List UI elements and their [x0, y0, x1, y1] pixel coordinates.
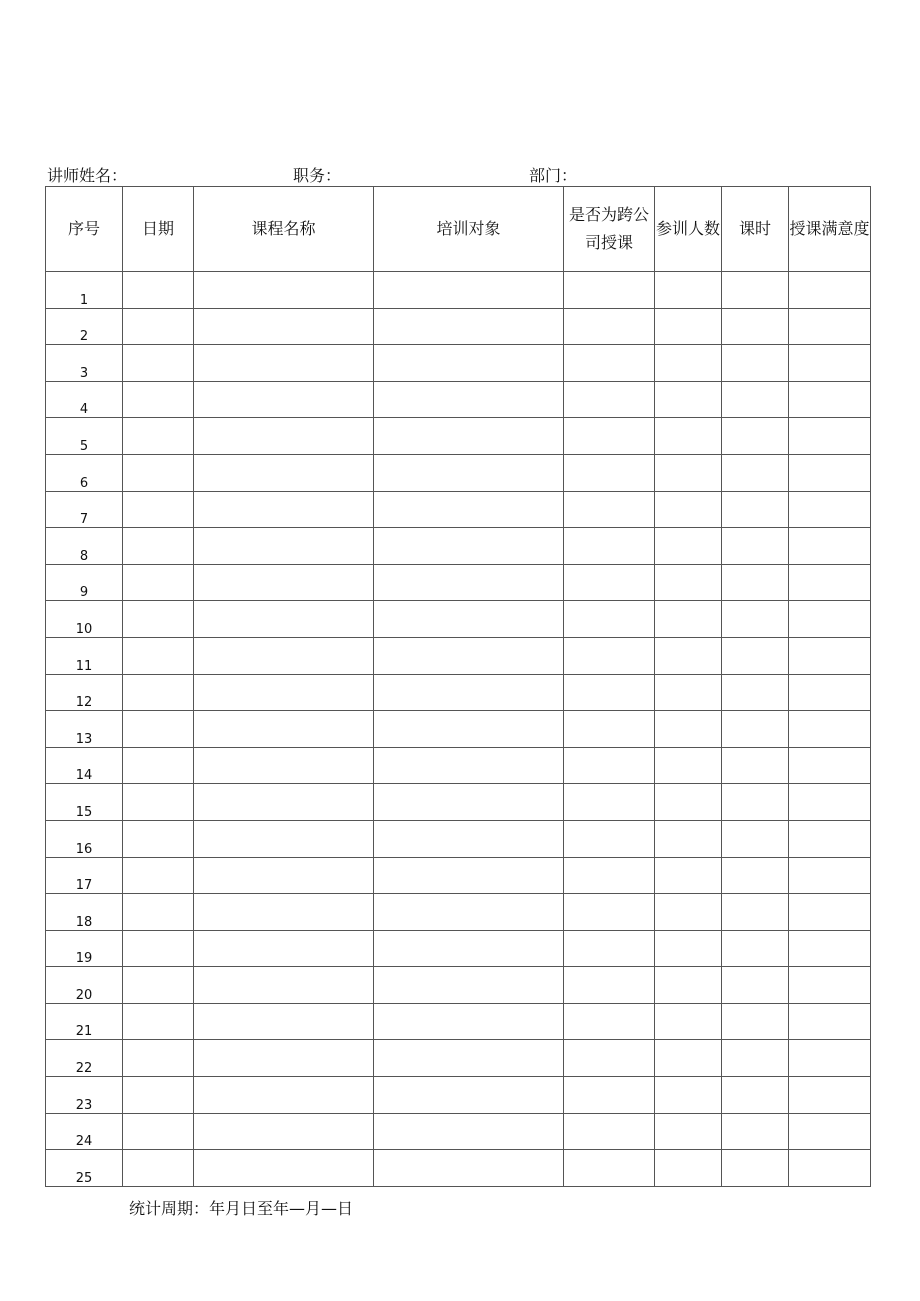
- hours-cell[interactable]: [722, 418, 789, 455]
- course-name-cell[interactable]: [194, 454, 374, 491]
- row-number: 24: [46, 1113, 123, 1150]
- satisfaction-cell[interactable]: [789, 967, 871, 1004]
- course-name-cell[interactable]: [194, 894, 374, 931]
- position-label: 职务：: [293, 166, 342, 185]
- attendees-cell[interactable]: [655, 308, 722, 345]
- attendees-cell[interactable]: [655, 381, 722, 418]
- table-row: [46, 564, 871, 601]
- course-name-cell[interactable]: [194, 601, 374, 638]
- satisfaction-cell[interactable]: [789, 747, 871, 784]
- row-number: 3: [46, 345, 123, 382]
- date-cell[interactable]: [123, 930, 194, 967]
- attendees-cell[interactable]: [655, 564, 722, 601]
- col-header-course-name: 课程名称: [194, 187, 374, 272]
- row-number: 12: [46, 674, 123, 711]
- row-number: 1: [46, 272, 123, 309]
- hours-cell[interactable]: [722, 345, 789, 382]
- date-cell[interactable]: [123, 1077, 194, 1114]
- satisfaction-cell[interactable]: [789, 674, 871, 711]
- date-cell[interactable]: [123, 1113, 194, 1150]
- date-cell[interactable]: [123, 272, 194, 309]
- hours-cell[interactable]: [722, 1040, 789, 1077]
- hours-cell[interactable]: [722, 747, 789, 784]
- attendees-cell[interactable]: [655, 454, 722, 491]
- hours-cell[interactable]: [722, 894, 789, 931]
- cross-company-cell[interactable]: [564, 454, 655, 491]
- attendees-cell[interactable]: [655, 1003, 722, 1040]
- hours-cell[interactable]: [722, 1113, 789, 1150]
- date-cell[interactable]: [123, 674, 194, 711]
- satisfaction-cell[interactable]: [789, 1003, 871, 1040]
- satisfaction-cell[interactable]: [789, 308, 871, 345]
- course-name-cell[interactable]: [194, 564, 374, 601]
- trainees-cell[interactable]: [374, 711, 564, 748]
- hours-cell[interactable]: [722, 272, 789, 309]
- attendees-cell[interactable]: [655, 272, 722, 309]
- trainees-cell[interactable]: [374, 1040, 564, 1077]
- hours-cell[interactable]: [722, 308, 789, 345]
- course-name-cell[interactable]: [194, 418, 374, 455]
- date-cell[interactable]: [123, 418, 194, 455]
- satisfaction-cell[interactable]: [789, 345, 871, 382]
- hours-cell[interactable]: [722, 930, 789, 967]
- course-name-cell[interactable]: [194, 1113, 374, 1150]
- table-row: [46, 1077, 871, 1114]
- course-name-cell[interactable]: [194, 857, 374, 894]
- attendees-cell[interactable]: [655, 711, 722, 748]
- hours-cell[interactable]: [722, 601, 789, 638]
- trainees-cell[interactable]: [374, 1150, 564, 1187]
- hours-cell[interactable]: [722, 784, 789, 821]
- col-header-trainees: 培训对象: [374, 187, 564, 272]
- cross-company-cell[interactable]: [564, 272, 655, 309]
- attendees-cell[interactable]: [655, 418, 722, 455]
- row-number: 16: [46, 820, 123, 857]
- trainees-cell[interactable]: [374, 528, 564, 565]
- row-number: 23: [46, 1077, 123, 1114]
- trainees-cell[interactable]: [374, 454, 564, 491]
- course-name-cell[interactable]: [194, 820, 374, 857]
- satisfaction-cell[interactable]: [789, 711, 871, 748]
- table-row: [46, 601, 871, 638]
- satisfaction-cell[interactable]: [789, 528, 871, 565]
- hours-cell[interactable]: [722, 381, 789, 418]
- cross-company-cell[interactable]: [564, 1077, 655, 1114]
- row-number: 22: [46, 1040, 123, 1077]
- table-row: [46, 784, 871, 821]
- table-row: [46, 1040, 871, 1077]
- trainees-cell[interactable]: [374, 308, 564, 345]
- attendees-cell[interactable]: [655, 747, 722, 784]
- trainees-cell[interactable]: [374, 1113, 564, 1150]
- cross-company-cell[interactable]: [564, 528, 655, 565]
- hours-cell[interactable]: [722, 491, 789, 528]
- satisfaction-cell[interactable]: [789, 784, 871, 821]
- satisfaction-cell[interactable]: [789, 930, 871, 967]
- date-cell[interactable]: [123, 454, 194, 491]
- trainees-cell[interactable]: [374, 1003, 564, 1040]
- course-name-cell[interactable]: [194, 967, 374, 1004]
- cross-company-cell[interactable]: [564, 637, 655, 674]
- attendees-cell[interactable]: [655, 857, 722, 894]
- hours-cell[interactable]: [722, 564, 789, 601]
- trainees-cell[interactable]: [374, 601, 564, 638]
- hours-cell[interactable]: [722, 637, 789, 674]
- trainees-cell[interactable]: [374, 564, 564, 601]
- attendees-cell[interactable]: [655, 1077, 722, 1114]
- row-number: 17: [46, 857, 123, 894]
- table-row: [46, 747, 871, 784]
- hours-cell[interactable]: [722, 1150, 789, 1187]
- cross-company-cell[interactable]: [564, 857, 655, 894]
- satisfaction-cell[interactable]: [789, 272, 871, 309]
- table-body: [46, 272, 871, 1187]
- row-number: 8: [46, 528, 123, 565]
- attendees-cell[interactable]: [655, 601, 722, 638]
- satisfaction-cell[interactable]: [789, 381, 871, 418]
- date-cell[interactable]: [123, 857, 194, 894]
- cross-company-cell[interactable]: [564, 345, 655, 382]
- trainees-cell[interactable]: [374, 930, 564, 967]
- satisfaction-cell[interactable]: [789, 491, 871, 528]
- cross-company-cell[interactable]: [564, 711, 655, 748]
- table-row: [46, 674, 871, 711]
- trainees-cell[interactable]: [374, 381, 564, 418]
- cross-company-cell[interactable]: [564, 1003, 655, 1040]
- satisfaction-cell[interactable]: [789, 637, 871, 674]
- satisfaction-cell[interactable]: [789, 1150, 871, 1187]
- hours-cell[interactable]: [722, 857, 789, 894]
- row-number: 9: [46, 564, 123, 601]
- trainees-cell[interactable]: [374, 967, 564, 1004]
- attendees-cell[interactable]: [655, 1040, 722, 1077]
- table-row: [46, 857, 871, 894]
- table-row: [46, 1113, 871, 1150]
- table-header-row: [46, 187, 871, 272]
- date-cell[interactable]: [123, 528, 194, 565]
- date-cell[interactable]: [123, 1040, 194, 1077]
- col-header-cross-company: 是否为跨公司授课: [564, 187, 655, 272]
- cross-company-cell[interactable]: [564, 784, 655, 821]
- table-row: [46, 418, 871, 455]
- col-header-hours: 课时: [722, 187, 789, 272]
- satisfaction-cell[interactable]: [789, 1113, 871, 1150]
- row-number: 25: [46, 1150, 123, 1187]
- course-name-cell[interactable]: [194, 674, 374, 711]
- department-label: 部门：: [529, 166, 578, 185]
- col-header-satisfaction: 授课满意度: [789, 187, 871, 272]
- date-cell[interactable]: [123, 894, 194, 931]
- trainees-cell[interactable]: [374, 674, 564, 711]
- hours-cell[interactable]: [722, 1003, 789, 1040]
- course-name-cell[interactable]: [194, 308, 374, 345]
- row-number: 15: [46, 784, 123, 821]
- row-number: 2: [46, 308, 123, 345]
- course-name-cell[interactable]: [194, 1003, 374, 1040]
- attendees-cell[interactable]: [655, 491, 722, 528]
- date-cell[interactable]: [123, 820, 194, 857]
- date-cell[interactable]: [123, 1003, 194, 1040]
- table-row: [46, 308, 871, 345]
- cross-company-cell[interactable]: [564, 381, 655, 418]
- row-number: 6: [46, 454, 123, 491]
- cross-company-cell[interactable]: [564, 930, 655, 967]
- statistics-period: 统计周期：年月日至年—月—日: [129, 1199, 354, 1218]
- cross-company-cell[interactable]: [564, 967, 655, 1004]
- trainees-cell[interactable]: [374, 491, 564, 528]
- col-header-seq: 序号: [46, 187, 123, 272]
- table-row: [46, 454, 871, 491]
- cross-company-cell[interactable]: [564, 820, 655, 857]
- attendees-cell[interactable]: [655, 894, 722, 931]
- date-cell[interactable]: [123, 747, 194, 784]
- date-cell[interactable]: [123, 637, 194, 674]
- satisfaction-cell[interactable]: [789, 601, 871, 638]
- course-name-cell[interactable]: [194, 272, 374, 309]
- hours-cell[interactable]: [722, 967, 789, 1004]
- table-row: [46, 930, 871, 967]
- cross-company-cell[interactable]: [564, 491, 655, 528]
- date-cell[interactable]: [123, 784, 194, 821]
- cross-company-cell[interactable]: [564, 747, 655, 784]
- trainees-cell[interactable]: [374, 820, 564, 857]
- trainees-cell[interactable]: [374, 784, 564, 821]
- attendees-cell[interactable]: [655, 1113, 722, 1150]
- satisfaction-cell[interactable]: [789, 1077, 871, 1114]
- satisfaction-cell[interactable]: [789, 564, 871, 601]
- course-name-cell[interactable]: [194, 1150, 374, 1187]
- trainees-cell[interactable]: [374, 272, 564, 309]
- table-row: [46, 491, 871, 528]
- date-cell[interactable]: [123, 601, 194, 638]
- course-name-cell[interactable]: [194, 1040, 374, 1077]
- table-row: [46, 967, 871, 1004]
- table-row: [46, 345, 871, 382]
- satisfaction-cell[interactable]: [789, 820, 871, 857]
- table-row: [46, 272, 871, 309]
- course-name-cell[interactable]: [194, 345, 374, 382]
- table-row: [46, 711, 871, 748]
- header-info-row: [47, 163, 870, 185]
- date-cell[interactable]: [123, 345, 194, 382]
- course-name-cell[interactable]: [194, 711, 374, 748]
- row-number: 21: [46, 1003, 123, 1040]
- cross-company-cell[interactable]: [564, 308, 655, 345]
- cross-company-cell[interactable]: [564, 1150, 655, 1187]
- row-number: 10: [46, 601, 123, 638]
- cross-company-cell[interactable]: [564, 894, 655, 931]
- trainees-cell[interactable]: [374, 1077, 564, 1114]
- course-name-cell[interactable]: [194, 784, 374, 821]
- attendees-cell[interactable]: [655, 784, 722, 821]
- row-number: 19: [46, 930, 123, 967]
- hours-cell[interactable]: [722, 820, 789, 857]
- attendees-cell[interactable]: [655, 930, 722, 967]
- row-number: 14: [46, 747, 123, 784]
- date-cell[interactable]: [123, 967, 194, 1004]
- table-row: [46, 894, 871, 931]
- cross-company-cell[interactable]: [564, 601, 655, 638]
- satisfaction-cell[interactable]: [789, 894, 871, 931]
- row-number: 7: [46, 491, 123, 528]
- col-header-attendees: 参训人数: [655, 187, 722, 272]
- row-number: 20: [46, 967, 123, 1004]
- trainees-cell[interactable]: [374, 857, 564, 894]
- course-name-cell[interactable]: [194, 381, 374, 418]
- attendees-cell[interactable]: [655, 967, 722, 1004]
- trainees-cell[interactable]: [374, 747, 564, 784]
- hours-cell[interactable]: [722, 674, 789, 711]
- trainees-cell[interactable]: [374, 894, 564, 931]
- cross-company-cell[interactable]: [564, 1113, 655, 1150]
- course-name-cell[interactable]: [194, 637, 374, 674]
- trainees-cell[interactable]: [374, 345, 564, 382]
- row-number: 11: [46, 637, 123, 674]
- table-row: [46, 1150, 871, 1187]
- training-log-table: [45, 186, 871, 1187]
- course-name-cell[interactable]: [194, 930, 374, 967]
- cross-company-cell[interactable]: [564, 418, 655, 455]
- trainees-cell[interactable]: [374, 418, 564, 455]
- table-row: [46, 528, 871, 565]
- attendees-cell[interactable]: [655, 637, 722, 674]
- satisfaction-cell[interactable]: [789, 1040, 871, 1077]
- cross-company-cell[interactable]: [564, 674, 655, 711]
- attendees-cell[interactable]: [655, 820, 722, 857]
- lecturer-name-label: 讲师姓名：: [47, 166, 128, 185]
- hours-cell[interactable]: [722, 528, 789, 565]
- hours-cell[interactable]: [722, 454, 789, 491]
- date-cell[interactable]: [123, 711, 194, 748]
- attendees-cell[interactable]: [655, 345, 722, 382]
- table-row: [46, 381, 871, 418]
- row-number: 13: [46, 711, 123, 748]
- course-name-cell[interactable]: [194, 1077, 374, 1114]
- date-cell[interactable]: [123, 1150, 194, 1187]
- satisfaction-cell[interactable]: [789, 857, 871, 894]
- table-row: [46, 637, 871, 674]
- row-number: 4: [46, 381, 123, 418]
- col-header-date: 日期: [123, 187, 194, 272]
- attendees-cell[interactable]: [655, 528, 722, 565]
- hours-cell[interactable]: [722, 711, 789, 748]
- row-number: 18: [46, 894, 123, 931]
- attendees-cell[interactable]: [655, 674, 722, 711]
- row-number: 5: [46, 418, 123, 455]
- satisfaction-cell[interactable]: [789, 418, 871, 455]
- trainees-cell[interactable]: [374, 637, 564, 674]
- satisfaction-cell[interactable]: [789, 454, 871, 491]
- hours-cell[interactable]: [722, 1077, 789, 1114]
- course-name-cell[interactable]: [194, 491, 374, 528]
- course-name-cell[interactable]: [194, 747, 374, 784]
- date-cell[interactable]: [123, 564, 194, 601]
- cross-company-cell[interactable]: [564, 1040, 655, 1077]
- table-row: [46, 820, 871, 857]
- cross-company-cell[interactable]: [564, 564, 655, 601]
- table-row: [46, 1003, 871, 1040]
- attendees-cell[interactable]: [655, 1150, 722, 1187]
- course-name-cell[interactable]: [194, 528, 374, 565]
- date-cell[interactable]: [123, 491, 194, 528]
- date-cell[interactable]: [123, 381, 194, 418]
- date-cell[interactable]: [123, 308, 194, 345]
